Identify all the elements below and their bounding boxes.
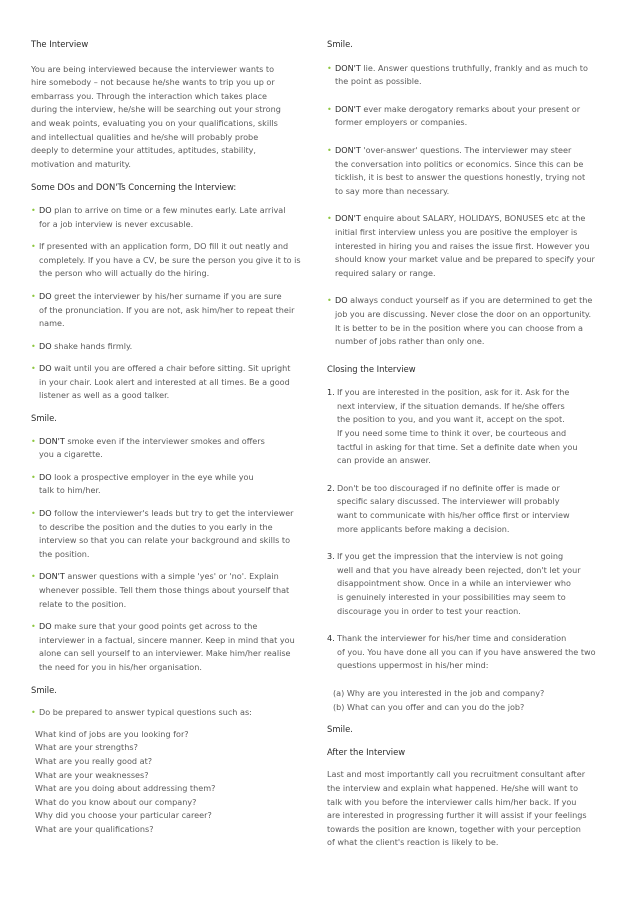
- text-line: can provide an answer.: [337, 455, 431, 466]
- heading-closing-interview: Closing the Interview: [327, 363, 416, 374]
- bullet-dot-icon: •: [327, 144, 332, 155]
- text-line: interview so that you can relate your background and skills to: [39, 535, 291, 546]
- text-line: You are being interviewed because the interviewer wants to: [31, 63, 275, 74]
- text-line: It is better to be in the position where you can choose from a: [335, 322, 583, 333]
- text-line: towards the position are known, together with your perception: [327, 823, 581, 834]
- text-line: DO wait until you are offered a chair before sitting. Sit upright: [39, 363, 291, 374]
- intro-paragraph: [31, 63, 311, 172]
- bullet-list-a: [31, 204, 311, 403]
- keyword: DON'T: [335, 213, 361, 224]
- bullet-dot-icon: •: [31, 340, 36, 351]
- text-line: deeply to determine your attitudes, aptitudes, stability,: [31, 145, 256, 156]
- question-item: What are you doing about addressing them?: [35, 783, 216, 794]
- text-line: the need for you in his/her organisation.: [39, 661, 202, 672]
- text-line: job you are discussing. Never close the door on an opportunity.: [335, 308, 592, 319]
- keyword: DO: [39, 621, 52, 632]
- text-line: well and that you have already been rejected, don't let your: [337, 564, 581, 575]
- bullet-dot-icon: •: [31, 508, 36, 519]
- after-paragraph: [327, 768, 612, 850]
- bullet-dot-icon: •: [31, 471, 36, 482]
- text-line: tactful in asking for that time. Set a definite date when you: [337, 441, 578, 452]
- text-line: of the pronunciation. If you are not, ask him/her to repeat their: [39, 304, 295, 315]
- prepare-text: Do be prepared to answer typical questions such as:: [39, 707, 252, 718]
- bullet-dot-icon: •: [31, 571, 36, 582]
- text-line: more applicants before making a decision.: [337, 523, 510, 534]
- text-line: of what the client's reaction is likely to be.: [327, 837, 499, 848]
- text-line: alone can sell yourself to an interviewer. Make him/her realise: [39, 648, 291, 659]
- list-item: [31, 340, 311, 354]
- bullet-list-right: [327, 62, 612, 349]
- text-line: DO make sure that your good points get across to the: [39, 621, 258, 632]
- question-item: What are you really good at?: [35, 755, 153, 766]
- question-item: What are your weaknesses?: [35, 769, 149, 780]
- list-item: [31, 290, 311, 331]
- list-item: [31, 204, 311, 231]
- bullet-dot-icon: •: [31, 241, 36, 252]
- numbered-list: [327, 386, 612, 673]
- text-line: If you get the impression that the interview is not going: [337, 551, 564, 562]
- bullet-list-b: [31, 435, 311, 675]
- text-line: the person who will actually do the hiring.: [39, 268, 210, 279]
- text-line: If you need some time to think it over, be courteous and: [337, 428, 567, 439]
- bullet-dot-icon: •: [31, 204, 36, 215]
- text-line: initial first interview unless you are positive the employer is: [335, 226, 578, 237]
- text-line: questions uppermost in his/her mind:: [337, 660, 489, 671]
- right-column: [327, 38, 612, 850]
- text-line: are interested in progressing further it will assist if your feelings: [327, 810, 587, 821]
- bullet-dot-icon: •: [31, 363, 36, 374]
- keyword: DO: [39, 204, 52, 215]
- smile-text: Smile.: [327, 724, 353, 735]
- list-item: [327, 144, 612, 198]
- text-line: the interview and explain what happened. He/she will want to: [327, 782, 579, 793]
- text-line: whenever possible. Tell them those things about yourself that: [39, 585, 290, 595]
- keyword: DO: [39, 471, 52, 482]
- text-line: embarrass you. Through the interaction which takes place: [31, 90, 268, 101]
- item-number: 3.: [327, 551, 335, 562]
- text-line: motivation and maturity.: [31, 158, 131, 169]
- numbered-item: [327, 386, 612, 468]
- text-line: DON'T enquire about SALARY, HOLIDAYS, BONUSES etc at the: [335, 213, 586, 224]
- text-line: you a cigarette.: [39, 449, 103, 460]
- bullet-dot-icon: •: [327, 295, 332, 306]
- text-line: should know your market value and be prepared to specify your: [335, 254, 595, 265]
- text-line: and intellectual qualities and he/she will probably probe: [31, 131, 259, 142]
- list-item: [327, 294, 612, 348]
- text-line: the position.: [39, 548, 90, 559]
- question-item: What do you know about our company?: [35, 796, 197, 807]
- list-item: [31, 620, 311, 674]
- bullet-dot-icon: •: [31, 435, 36, 446]
- text-line: the position to you, and you want it, accept on the spot.: [337, 414, 565, 425]
- text-line: talk to him/her.: [39, 485, 101, 496]
- text-line: completely. If you have a CV, be sure the person you give it to is: [39, 254, 301, 265]
- text-line: DON'T answer questions with a simple 'yes' or 'no'. Explain: [39, 571, 279, 582]
- keyword: DON'T: [39, 571, 65, 582]
- text-line: DO follow the interviewer's leads but try to get the interviewer: [39, 508, 294, 519]
- text-line: If presented with an application form, DO fill it out neatly and: [39, 241, 289, 252]
- text-line: to describe the position and the duties to you early in the: [39, 521, 273, 532]
- list-item: [31, 471, 311, 498]
- text-line: hire somebody – not because he/she wants to trip you up or: [31, 77, 275, 88]
- text-line: listener as well as a good talker.: [39, 390, 170, 401]
- text-line: talk with you before the interviewer calls him/her back. If you: [327, 796, 577, 807]
- keyword: DO: [39, 363, 52, 374]
- text-line: the point as possible.: [335, 76, 422, 87]
- text-line: DO plan to arrive on time or a few minutes early. Late arrival: [39, 204, 286, 215]
- bullet-dot-icon: •: [31, 707, 36, 718]
- numbered-item: [327, 482, 612, 536]
- item-number: 2.: [327, 482, 335, 493]
- heading-dos-donts: Some DOs and DON'Ts Concerning the Interview:: [31, 182, 237, 193]
- question-item: Why did you choose your particular career?: [35, 810, 212, 821]
- text-line: DON'T smoke even if the interviewer smokes and offers: [39, 435, 265, 446]
- bullet-dot-icon: •: [31, 621, 36, 632]
- text-line: discourage you in order to test your reaction.: [337, 605, 521, 616]
- text-line: interested in hiring you and raises the issue first. However you: [335, 240, 590, 251]
- item-number: 1.: [327, 387, 335, 398]
- list-item: [31, 362, 311, 403]
- text-line: DON'T ever make derogatory remarks about your present or: [335, 103, 581, 114]
- list-item: [327, 103, 612, 130]
- list-item: [31, 240, 311, 281]
- smile-text: Smile.: [31, 684, 57, 695]
- text-line: DO shake hands firmly.: [39, 340, 133, 351]
- heading-after-interview: After the Interview: [327, 746, 406, 757]
- ab-list: [327, 687, 612, 714]
- keyword: DO: [39, 508, 52, 519]
- keyword: DON'T: [335, 62, 361, 73]
- list-item: [31, 507, 311, 561]
- keyword: DO: [39, 340, 52, 351]
- numbered-item: [327, 550, 612, 618]
- list-item: [31, 570, 311, 611]
- ab-item: (a) Why are you interested in the job and company?: [333, 687, 545, 698]
- text-line: DO greet the interviewer by his/her surname if you are sure: [39, 290, 282, 301]
- bullet-dot-icon: •: [327, 213, 332, 224]
- text-line: to say more than necessary.: [335, 185, 450, 196]
- list-item: [327, 212, 612, 280]
- text-line: ticklish, it is best to answer the questions honestly, trying not: [335, 172, 586, 183]
- smile-text: Smile.: [327, 39, 353, 49]
- text-line: If you are interested in the position, ask for it. Ask for the: [337, 387, 570, 398]
- text-line: want to communicate with his/her office first or interview: [337, 510, 570, 521]
- heading-the-interview: The Interview: [31, 39, 89, 49]
- text-line: DON'T 'over-answer' questions. The interviewer may steer: [335, 144, 572, 155]
- text-line: for a job interview is never excusable.: [39, 218, 194, 229]
- item-number: 4.: [327, 633, 335, 644]
- keyword: DON'T: [39, 435, 65, 446]
- question-item: What are your qualifications?: [35, 823, 154, 834]
- prepare-bullet: [31, 706, 311, 720]
- list-item: [327, 62, 612, 89]
- text-line: Don't be too discouraged if no definite offer is made or: [337, 482, 560, 493]
- keyword: DON'T: [335, 103, 361, 114]
- text-line: DO always conduct yourself as if you are determined to get the: [335, 295, 593, 306]
- text-line: DON'T lie. Answer questions truthfully, frankly and as much to: [335, 62, 588, 73]
- text-line: Last and most importantly call you recruitment consultant after: [327, 769, 586, 780]
- text-line: disappointment show. Once in a while an interviewer who: [337, 578, 571, 589]
- ab-item: (b) What can you offer and can you do the job?: [333, 701, 525, 712]
- text-line: interviewer in a factual, sincere manner. Keep in mind that you: [39, 634, 295, 645]
- text-line: Thank the interviewer for his/her time and consideration: [337, 633, 567, 644]
- text-line: is genuinely interested in your possibilities may seem to: [337, 592, 566, 602]
- text-line: next interview, if the situation demands. If he/she offers: [337, 400, 565, 411]
- keyword: DO: [335, 295, 348, 306]
- question-item: What kind of jobs are you looking for?: [35, 728, 189, 739]
- bullet-dot-icon: •: [327, 62, 332, 73]
- left-column: [31, 38, 311, 837]
- question-list: [31, 728, 311, 837]
- text-line: and weak points, evaluating you on your qualifications, skills: [31, 117, 278, 128]
- bullet-dot-icon: •: [31, 290, 36, 301]
- text-line: required salary or range.: [335, 267, 436, 278]
- text-line: specific salary discussed. The interviewer will probably: [337, 496, 560, 507]
- text-line: the conversation into politics or economics. Since this can be: [335, 158, 584, 169]
- keyword: DO: [39, 290, 52, 301]
- text-line: relate to the position.: [39, 598, 127, 609]
- keyword: DON'T: [335, 144, 361, 155]
- question-item: What are your strengths?: [35, 742, 138, 753]
- text-line: of you. You have done all you can if you have answered the two: [337, 646, 596, 657]
- text-line: DO look a prospective employer in the eye while you: [39, 471, 254, 482]
- list-item: [31, 435, 311, 462]
- text-line: name.: [39, 318, 65, 329]
- text-line: in your chair. Look alert and interested at all times. Be a good: [39, 376, 290, 387]
- text-line: during the interview, he/she will be searching out your strong: [31, 104, 281, 115]
- smile-text: Smile.: [31, 413, 57, 424]
- text-line: former employers or companies.: [335, 117, 468, 128]
- numbered-item: [327, 632, 612, 673]
- text-line: number of jobs rather than only one.: [335, 336, 485, 347]
- bullet-dot-icon: •: [327, 103, 332, 114]
